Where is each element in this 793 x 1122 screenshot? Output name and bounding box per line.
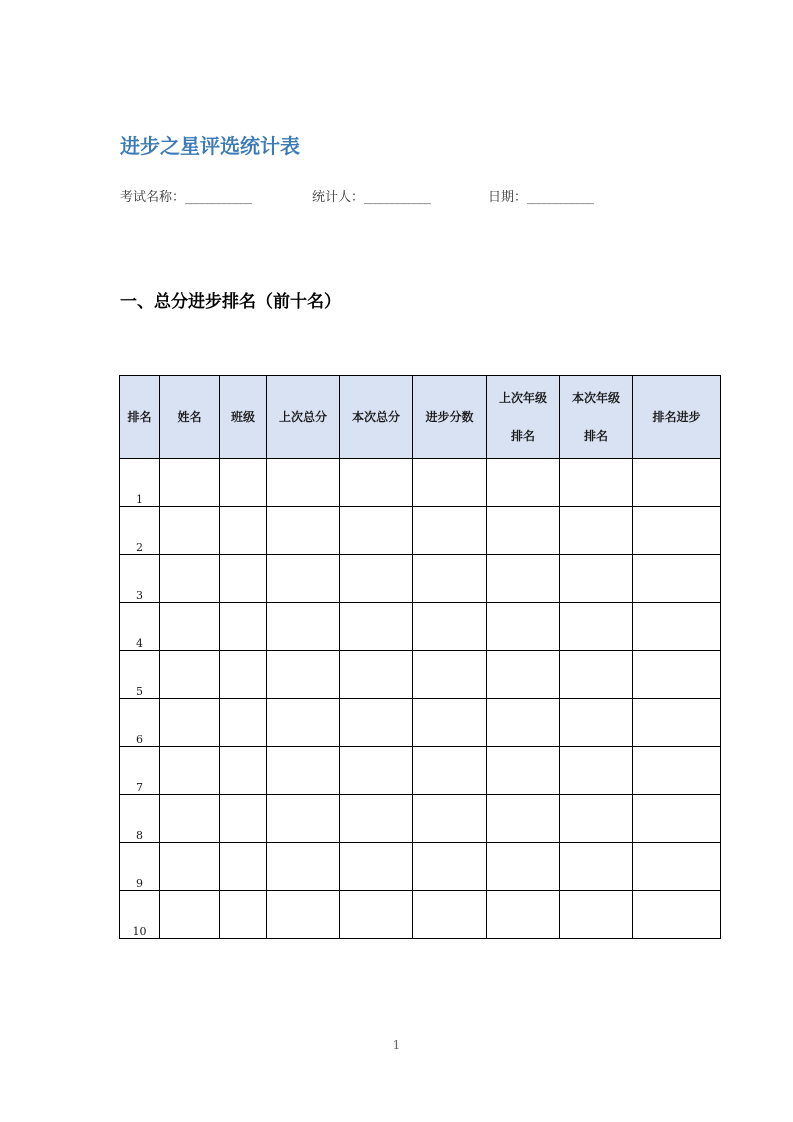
table-cell[interactable]: [267, 747, 340, 795]
statistician-blank[interactable]: ____________: [364, 190, 431, 205]
table-cell[interactable]: [267, 891, 340, 939]
table-cell[interactable]: [220, 891, 267, 939]
table-cell[interactable]: [220, 555, 267, 603]
table-cell[interactable]: [340, 795, 413, 843]
table-row: [120, 555, 721, 603]
col-header: [413, 376, 487, 459]
table-header-row: [120, 376, 721, 459]
table-row: [120, 891, 721, 939]
table-cell[interactable]: [633, 843, 721, 891]
table-cell[interactable]: [413, 891, 487, 939]
table-cell[interactable]: [633, 651, 721, 699]
table-cell[interactable]: [560, 651, 633, 699]
table-cell[interactable]: [487, 651, 560, 699]
table-cell[interactable]: [633, 747, 721, 795]
table-cell[interactable]: [487, 699, 560, 747]
table-cell[interactable]: [340, 651, 413, 699]
col-header: [120, 376, 160, 459]
table-cell[interactable]: [267, 843, 340, 891]
table-cell[interactable]: [220, 699, 267, 747]
exam-name-field[interactable]: [120, 186, 251, 205]
table-cell[interactable]: [220, 459, 267, 507]
rank-cell: 10: [120, 891, 160, 939]
date-blank[interactable]: ____________: [527, 190, 594, 205]
table-cell[interactable]: [487, 603, 560, 651]
col-header-line1: 进步分数: [425, 410, 474, 424]
exam-name-blank[interactable]: ____________: [185, 190, 252, 205]
table-cell[interactable]: [220, 507, 267, 555]
table-cell[interactable]: [560, 843, 633, 891]
table-cell[interactable]: [160, 507, 220, 555]
table-row: [120, 507, 721, 555]
table-row: [120, 795, 721, 843]
table-row: [120, 699, 721, 747]
table-cell[interactable]: [160, 795, 220, 843]
exam-name-label: 考试名称：: [120, 190, 186, 205]
table-cell[interactable]: [487, 555, 560, 603]
date-field[interactable]: [488, 186, 593, 205]
table-cell[interactable]: [633, 891, 721, 939]
table-cell[interactable]: [220, 843, 267, 891]
table-cell[interactable]: [160, 651, 220, 699]
col-header: [487, 376, 560, 459]
col-header-line1: 班级: [230, 410, 255, 424]
table-cell[interactable]: [220, 795, 267, 843]
table-cell[interactable]: [267, 507, 340, 555]
col-header-line1: 排名进步: [652, 410, 701, 424]
rank-cell: 3: [120, 555, 160, 603]
table-cell[interactable]: [340, 843, 413, 891]
table-cell[interactable]: [267, 795, 340, 843]
table-cell[interactable]: [487, 747, 560, 795]
table-cell[interactable]: [560, 891, 633, 939]
rank-cell: 7: [120, 747, 160, 795]
table-cell[interactable]: [560, 459, 633, 507]
table-cell[interactable]: [160, 555, 220, 603]
col-header: [560, 376, 633, 459]
table-row: [120, 651, 721, 699]
table-cell[interactable]: [160, 459, 220, 507]
table-cell[interactable]: [413, 795, 487, 843]
table-cell[interactable]: [340, 699, 413, 747]
table-cell[interactable]: [267, 651, 340, 699]
ranking-table: [119, 375, 721, 939]
rank-cell: 9: [120, 843, 160, 891]
col-header: [220, 376, 267, 459]
table-row: [120, 843, 721, 891]
table-cell[interactable]: [560, 747, 633, 795]
table-cell[interactable]: [160, 603, 220, 651]
table-cell[interactable]: [413, 603, 487, 651]
col-header-line1: 本次总分: [351, 410, 400, 424]
table-row: [120, 747, 721, 795]
table-cell[interactable]: [340, 555, 413, 603]
table-cell[interactable]: [487, 507, 560, 555]
table-cell[interactable]: [487, 795, 560, 843]
table-cell[interactable]: [560, 555, 633, 603]
table-cell[interactable]: [633, 459, 721, 507]
table-cell[interactable]: [413, 747, 487, 795]
col-header: [160, 376, 220, 459]
table-cell[interactable]: [487, 843, 560, 891]
table-cell[interactable]: [340, 891, 413, 939]
table-cell[interactable]: [160, 747, 220, 795]
col-header: [267, 376, 340, 459]
table-cell[interactable]: [487, 891, 560, 939]
table-cell[interactable]: [340, 507, 413, 555]
table-cell[interactable]: [413, 651, 487, 699]
col-header: [340, 376, 413, 459]
table-cell[interactable]: [220, 651, 267, 699]
table-cell[interactable]: [267, 459, 340, 507]
col-header-line2: 排名: [583, 429, 608, 443]
rank-cell: 6: [120, 699, 160, 747]
table-cell[interactable]: [560, 603, 633, 651]
page-number: 1: [392, 1038, 401, 1052]
table-cell[interactable]: [340, 747, 413, 795]
table-cell[interactable]: [487, 459, 560, 507]
col-header-line1: 姓名: [177, 410, 202, 424]
table-cell[interactable]: [413, 459, 487, 507]
table-cell[interactable]: [633, 699, 721, 747]
col-header-line1: 本次年级: [571, 391, 620, 405]
rank-cell: 8: [120, 795, 160, 843]
col-header: [633, 376, 721, 459]
table-cell[interactable]: [160, 843, 220, 891]
table-cell[interactable]: [633, 555, 721, 603]
rank-cell: 1: [120, 459, 160, 507]
table-cell[interactable]: [340, 459, 413, 507]
col-header-line1: 上次总分: [278, 410, 327, 424]
date-label: 日期：: [488, 190, 528, 205]
table-cell[interactable]: [413, 507, 487, 555]
table-cell[interactable]: [160, 699, 220, 747]
table-cell[interactable]: [560, 507, 633, 555]
table-cell[interactable]: [220, 747, 267, 795]
table-cell[interactable]: [560, 795, 633, 843]
rank-cell: 4: [120, 603, 160, 651]
table-cell[interactable]: [220, 603, 267, 651]
section-heading: 一、总分进步排名（前十名）: [120, 292, 341, 312]
table-cell[interactable]: [413, 699, 487, 747]
col-header-line2: 排名: [510, 429, 535, 443]
table-cell[interactable]: [267, 603, 340, 651]
table-cell[interactable]: [413, 555, 487, 603]
table-cell[interactable]: [267, 699, 340, 747]
table-row: [120, 603, 721, 651]
table-cell[interactable]: [633, 603, 721, 651]
table-row: [120, 459, 721, 507]
table-cell[interactable]: [633, 795, 721, 843]
table-cell[interactable]: [413, 843, 487, 891]
statistician-field[interactable]: [312, 186, 430, 205]
rank-cell: 5: [120, 651, 160, 699]
statistician-label: 统计人：: [312, 190, 365, 205]
col-header-line1: 排名: [127, 410, 152, 424]
table-cell[interactable]: [160, 891, 220, 939]
table-cell[interactable]: [633, 507, 721, 555]
table-cell[interactable]: [560, 699, 633, 747]
table-cell[interactable]: [267, 555, 340, 603]
rank-cell: 2: [120, 507, 160, 555]
page-title: 进步之星评选统计表: [120, 134, 300, 158]
table-cell[interactable]: [340, 603, 413, 651]
col-header-line1: 上次年级: [498, 391, 547, 405]
